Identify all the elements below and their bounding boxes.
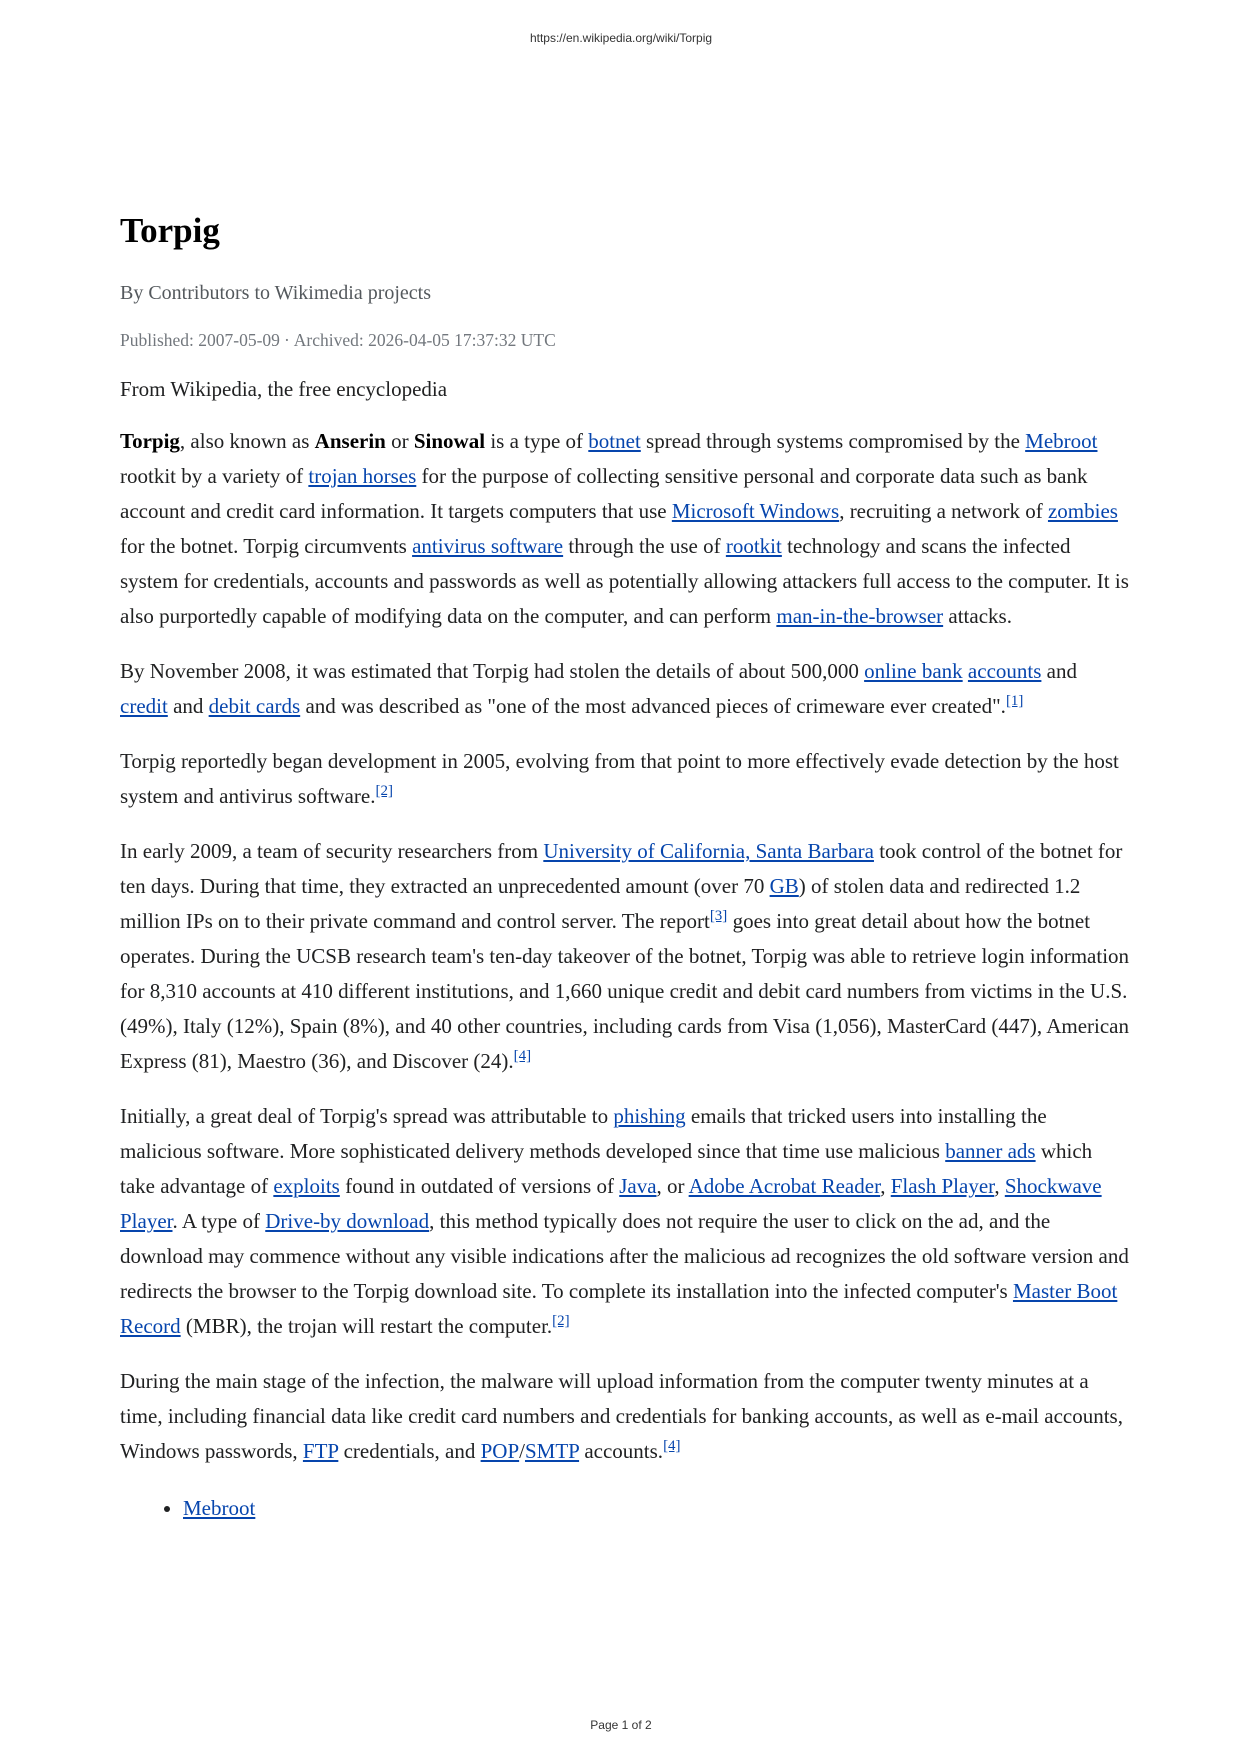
link-antivirus-software[interactable]: antivirus software: [412, 534, 564, 558]
text: , this method typically does not require the user to click on the ad, and the download may commence without any visible indications after the malicious ad recognizes the old software version and redirects the browser to the Torpig download site. To complete its installation into the infected computer's: [120, 1209, 1129, 1303]
bold-term-sinowal: Sinowal: [413, 429, 486, 453]
link-debit-cards[interactable]: debit cards: [208, 694, 301, 718]
paragraph-spread-methods: [120, 1099, 1130, 1344]
link-mebroot[interactable]: Mebroot: [1025, 429, 1098, 453]
text: goes into great detail about how the botnet operates. During the UCSB research team's ten-day takeover of the botnet, Torpig was able to retrieve login information for 8,310 accounts at 410 different institutions, and 1,660 unique credit and debit card numbers from victims in the U.S. (49%), Italy (12%), Spain (8%), and 40 other countries, including cards from Visa (1,056), MasterCard (447), American Express (81), Maestro (36), and Discover (24).: [120, 909, 1130, 1073]
text: accounts.: [579, 1439, 664, 1463]
link-trojan-horses[interactable]: trojan horses: [308, 464, 417, 488]
citation-link[interactable]: [4]: [663, 1438, 681, 1454]
citation-link[interactable]: [2]: [552, 1313, 570, 1329]
published-date: Published: 2007-05-09: [120, 330, 280, 350]
link-microsoft-windows[interactable]: Microsoft Windows: [671, 499, 840, 523]
text: ) of stolen data and redirected 1.2 million IPs on to their private command and control server. The report: [120, 874, 1081, 933]
bold-term-anserin: Anserin: [314, 429, 386, 453]
citation-link[interactable]: [1]: [1005, 693, 1024, 709]
list-item: [183, 1491, 1130, 1526]
text: emails that tricked users into installing the malicious software. More sophisticated delivery methods developed since that time use malicious: [120, 1104, 1047, 1163]
source-tagline: From Wikipedia, the free encyclopedia: [120, 377, 448, 401]
text: through the use of: [563, 534, 726, 558]
text: technology and scans the infected system for credentials, accounts and passwords as well as potentially allowing attackers full access to the computer. It is also purportedly capable of modifying data on the computer, and can perform: [120, 534, 1129, 628]
text: took control of the botnet for ten days. During that time, they extracted an unprecedented amount (over 70: [120, 839, 1123, 898]
text: which take advantage of: [120, 1139, 1093, 1198]
text: ,: [994, 1174, 1005, 1198]
page-url-header: https://en.wikipedia.org/wiki/Torpig: [529, 31, 713, 45]
text: is a type of: [485, 429, 589, 453]
link-drive-by-download[interactable]: Drive-by download: [265, 1209, 430, 1233]
text: credentials, and: [338, 1439, 481, 1463]
paragraph-stolen-details: [120, 654, 1130, 724]
text: , or: [656, 1174, 689, 1198]
link-ucsb[interactable]: University of California, Santa Barbara: [543, 839, 874, 863]
link-phishing[interactable]: phishing: [613, 1104, 686, 1128]
byline: By Contributors to Wikimedia projects: [120, 282, 432, 304]
citation-link[interactable]: [3]: [709, 908, 728, 924]
paragraph-infection-stage: [120, 1364, 1130, 1469]
link-credit[interactable]: credit: [120, 694, 168, 718]
text: and: [167, 694, 209, 718]
link-zombies[interactable]: zombies: [1047, 499, 1118, 523]
see-also-list: [120, 1491, 1130, 1526]
link-java[interactable]: Java: [619, 1174, 657, 1198]
text: rootkit by a variety of: [120, 464, 309, 488]
text: attacks.: [943, 604, 1012, 628]
text: or: [385, 429, 414, 453]
link-botnet[interactable]: botnet: [588, 429, 641, 453]
text: (MBR), the trojan will restart the computer.: [180, 1314, 553, 1338]
text: Torpig reportedly began development in 2005, evolving from that point to more effectively evade detection by the host system and antivirus software.: [120, 749, 1119, 808]
link-online-bank[interactable]: online bank: [864, 659, 963, 683]
text: for the purpose of collecting sensitive personal and corporate data such as bank account and credit card information. It targets computers that use: [120, 464, 1088, 523]
text: and: [1041, 659, 1077, 683]
page-number-footer: Page 1 of 2: [590, 1718, 652, 1732]
link-man-in-the-browser[interactable]: man-in-the-browser: [776, 604, 944, 628]
text: , also known as: [179, 429, 315, 453]
page-title: Torpig: [120, 211, 220, 250]
link-accounts[interactable]: accounts: [967, 659, 1042, 683]
link-banner-ads[interactable]: banner ads: [945, 1139, 1036, 1163]
archived-date: Archived: 2026-04-05 17:37:32 UTC: [293, 330, 556, 350]
citation-link[interactable]: [2]: [375, 783, 393, 799]
link-adobe-acrobat-reader[interactable]: Adobe Acrobat Reader: [688, 1174, 881, 1198]
text: ,: [880, 1174, 891, 1198]
text: , recruiting a network of: [839, 499, 1048, 523]
paragraph-intro: [120, 424, 1130, 634]
text: During the main stage of the infection, the malware will upload information from the computer twenty minutes at a time, including financial data like credit card numbers and credentials for banking accounts, as well as e-mail accounts, Windows passwords,: [120, 1369, 1123, 1463]
date-separator: ·: [283, 330, 290, 350]
citation-link[interactable]: [4]: [513, 1048, 532, 1064]
link-rootkit[interactable]: rootkit: [725, 534, 782, 558]
paragraph-development: [120, 744, 1130, 814]
article-content: [120, 210, 1130, 1526]
text: found in outdated of versions of: [339, 1174, 620, 1198]
text: . A type of: [172, 1209, 266, 1233]
link-master-boot-record[interactable]: Master Boot Record: [120, 1279, 1118, 1338]
link-flash-player[interactable]: Flash Player: [890, 1174, 995, 1198]
link-gb[interactable]: GB: [769, 874, 799, 898]
text: /: [519, 1439, 525, 1463]
link-shockwave-player[interactable]: Shockwave Player: [120, 1174, 1102, 1233]
text: In early 2009, a team of security researchers from: [120, 839, 544, 863]
link-pop[interactable]: POP: [480, 1439, 520, 1463]
publication-dates: [120, 330, 1130, 351]
text: for the botnet. Torpig circumvents: [120, 534, 413, 558]
link-exploits[interactable]: exploits: [273, 1174, 340, 1198]
paragraph-ucsb-takeover: [120, 834, 1130, 1079]
link-see-also-mebroot[interactable]: Mebroot: [183, 1496, 256, 1520]
link-ftp[interactable]: FTP: [302, 1439, 339, 1463]
text: Initially, a great deal of Torpig's spread was attributable to: [120, 1104, 614, 1128]
text: and was described as "one of the most advanced pieces of crimeware ever created".: [300, 694, 1006, 718]
text: By November 2008, it was estimated that Torpig had stolen the details of about 500,000: [120, 659, 865, 683]
text: spread through systems compromised by the: [640, 429, 1026, 453]
bold-term-torpig: Torpig: [120, 429, 180, 453]
link-smtp[interactable]: SMTP: [524, 1439, 580, 1463]
